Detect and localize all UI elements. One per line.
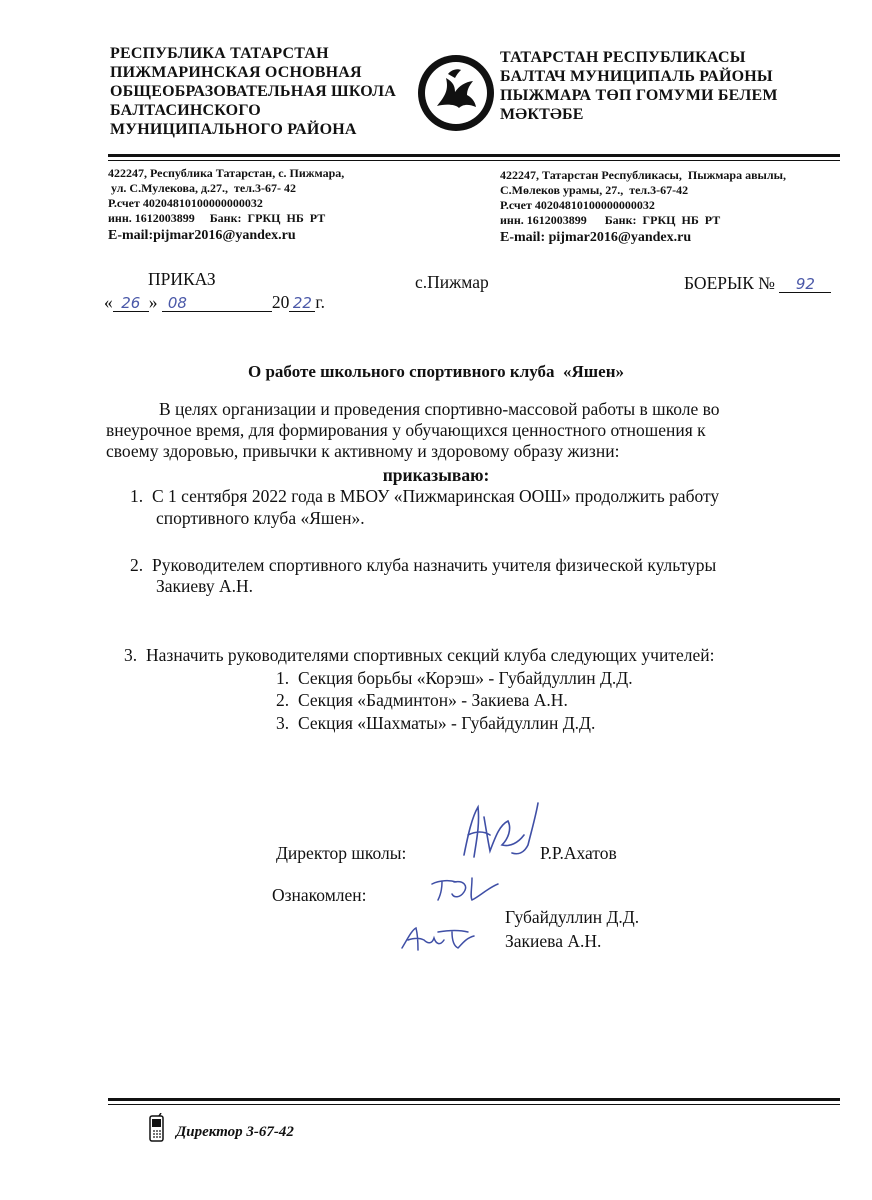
acquainted-name: Губайдуллин Д.Д. [505,907,640,927]
header-right-line: МӘКТӘБЕ [500,106,584,123]
date-day: 26 [113,295,149,312]
date-close-quote: » [148,292,158,312]
address-left [108,166,344,244]
document-title: О работе школьного спортивного клуба «Яшен» [247,362,624,381]
sub-item-number: 1. [276,668,290,688]
boeryk-number [684,273,831,294]
item-text: Руководителем спортивного клуба назначить учителя физической культуры [152,555,717,575]
zakieva-signature [398,918,480,958]
order-item-2 [130,555,716,576]
acquainted-label: Ознакомлен: [272,885,367,905]
intro-line: своему здоровью, привычки к активному и здоровому образу жизни: [106,441,620,461]
boeryk-label: БОЕРЫК № [684,273,775,293]
sub-item [276,668,633,689]
header-left-line: РЕСПУБЛИКА ТАТАРСТАН [110,45,329,62]
address-line: Р.счет 40204810100000000032 [500,198,655,212]
director-name: Р.Р.Ахатов [540,843,617,863]
address-line: 422247, Республика Татарстан, с. Пижмара, [108,166,345,180]
footer-director-phone: Директор 3-67-42 [176,1124,294,1140]
place-label: с.Пижмар [415,272,489,292]
header-left-line: ОБЩЕОБРАЗОВАТЕЛЬНАЯ ШКОЛА [110,83,396,100]
header-right-line: ТАТАРСТАН РЕСПУБЛИКАСЫ [500,49,746,66]
date-year-suffix: 22 [289,295,315,312]
address-line: инн. 1612003899 Банк: ГРКЦ НБ РТ [500,213,721,227]
header-right-line: БАЛТАЧ МУНИЦИПАЛЬ РАЙОНЫ [500,68,773,85]
header-left-line: БАЛТАСИНСКОГО [110,102,261,119]
director-label: Директор школы: [276,843,407,863]
item-number: 1. [130,486,144,506]
sub-item-number: 2. [276,690,290,710]
order-item-3 [124,645,714,666]
sub-item-text: Секция борьбы «Корэш» - Губайдуллин Д.Д. [298,668,633,688]
item-number: 2. [130,555,144,575]
header-divider-thin [108,160,840,161]
date-month: 08 [162,295,272,312]
intro-line: внеурочное время, для формирования у обучающихся ценностного отношения к [106,420,706,440]
address-line: ул. С.Мулекова, д.27., тел.3-67- 42 [108,181,296,195]
header-divider-thick [108,154,840,157]
order-number-handwritten: 92 [779,276,831,293]
acquainted-name: Закиева А.Н. [505,931,602,951]
sub-item-text: Секция «Шахматы» - Губайдуллин Д.Д. [298,713,596,733]
email-link[interactable]: E-mail: pijmar2016@yandex.ru [500,230,692,245]
director-signature [450,795,550,875]
tatarstan-emblem [415,52,497,134]
address-line: 422247, Татарстан Республикасы, Пыжмара авылы, [500,168,787,182]
sub-item-number: 3. [276,713,290,733]
sub-item [276,713,595,734]
gubaydullin-signature [428,872,508,908]
item-text-continued: спортивного клуба «Яшен». [156,508,365,528]
mobile-phone-icon [148,1113,166,1148]
date-year-end: г. [315,292,325,312]
header-right-line: ПЫЖМАРА ТӨП ГОМУМИ БЕЛЕМ [500,87,778,104]
header-right [500,48,840,124]
order-item-1 [130,486,719,507]
prikaz-label: ПРИКАЗ [148,269,216,289]
item-text-continued: Закиеву А.Н. [156,576,253,596]
footer-divider-thin [108,1104,840,1105]
header-left-line: ПИЖМАРИНСКАЯ ОСНОВНАЯ [110,64,362,81]
item-text: Назначить руководителями спортивных секций клуба следующих учителей: [146,645,715,665]
order-date [104,292,325,313]
email-link[interactable]: E-mail:pijmar2016@yandex.ru [108,228,296,243]
item-number: 3. [124,645,138,665]
address-right [500,168,786,246]
intro-line: В целях организации и проведения спортивно-массовой работы в школе во [159,399,720,419]
date-open-quote: « [104,292,113,312]
command-prikazyvayu: приказываю: [382,465,490,485]
header-left-line: МУНИЦИПАЛЬНОГО РАЙОНА [110,121,357,138]
date-year-prefix: 20 [271,292,290,312]
address-line: С.Мөлеков урамы, 27., тел.3-67-42 [500,183,689,197]
footer-divider-thick [108,1098,840,1101]
sub-item [276,690,568,711]
sub-item-text: Секция «Бадминтон» - Закиева А.Н. [298,690,568,710]
address-line: инн. 1612003899 Банк: ГРКЦ НБ РТ [108,211,326,225]
header-left [110,44,430,139]
address-line: Р.счет 40204810100000000032 [108,196,263,210]
item-text: С 1 сентября 2022 года в МБОУ «Пижмаринская ООШ» продолжить работу [152,486,720,506]
